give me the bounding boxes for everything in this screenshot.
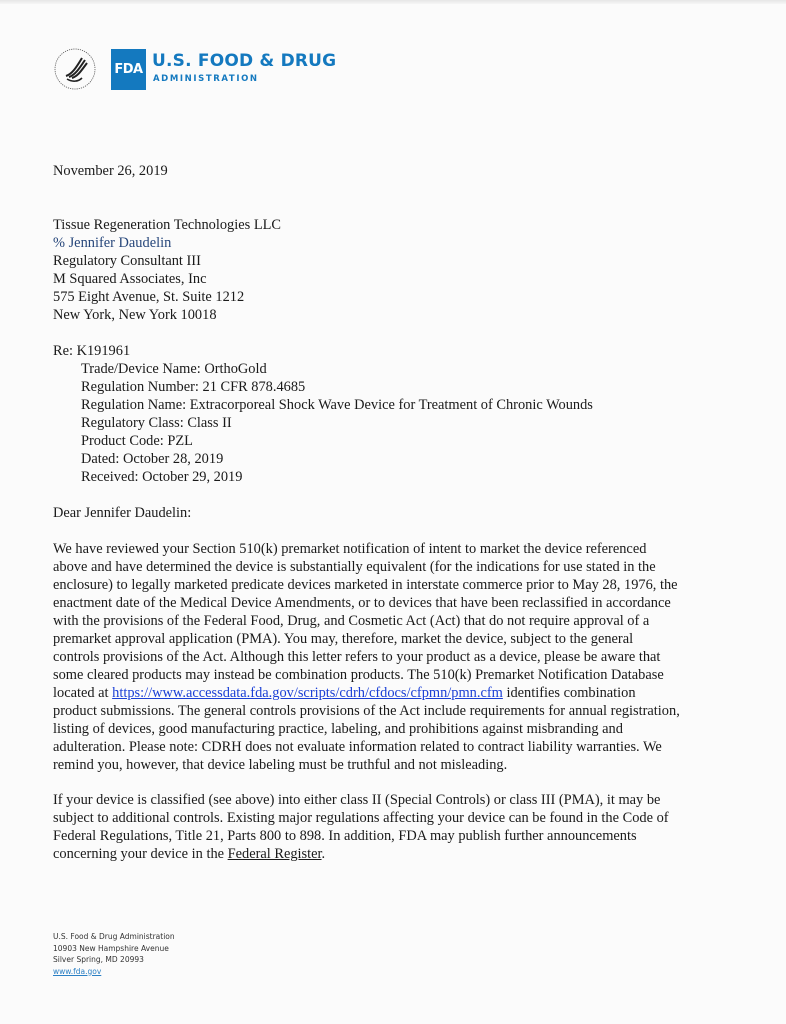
footer-city: Silver Spring, MD 20993 <box>53 955 144 964</box>
recipient-title: Regulatory Consultant III <box>53 253 201 269</box>
text-segment: . <box>321 846 326 862</box>
para-line <box>53 845 753 863</box>
para-line: Federal Regulations, Title 21, Parts 800 to 898. In addition, FDA may publish further announcements <box>53 828 637 844</box>
paragraph-2 <box>53 791 753 863</box>
para-line: controls provisions of the Act. Although this letter refers to your product as a device, please be aware that <box>53 649 661 665</box>
para-line: If your device is classified (see above) into either class II (Special Controls) or class III (PMA), it may be <box>53 792 661 808</box>
letter-date: November 26, 2019 <box>53 163 168 179</box>
footer-street: 10903 New Hampshire Avenue <box>53 943 169 953</box>
link-prefix: located at <box>53 685 113 701</box>
fda-logo-box: FDA <box>111 49 146 90</box>
recipient-company: Tissue Regeneration Technologies LLC <box>53 217 282 233</box>
recipient-address <box>53 216 281 324</box>
para-line: adulteration. Please note: CDRH does not evaluate information related to contract liability warranties. We <box>53 739 662 755</box>
re-block <box>53 342 593 486</box>
re-field: Regulatory Class: Class II <box>81 415 232 431</box>
federal-register-text: Federal Register <box>227 846 322 862</box>
top-edge-shade <box>0 0 786 4</box>
agency-subtitle: ADMINISTRATION <box>153 74 259 84</box>
footer-address <box>53 931 175 977</box>
para-line: above and have determined the device is substantially equivalent (for the indications for use stated in the <box>53 559 656 575</box>
para-line: listing of devices, good manufacturing practice, labeling, and prohibitions against misbranding and <box>53 721 623 737</box>
re-field: Dated: October 28, 2019 <box>81 451 224 467</box>
recipient-firm: M Squared Associates, Inc <box>53 271 207 287</box>
para-line: with the provisions of the Federal Food, Drug, and Cosmetic Act (Act) that do not require approval of a <box>53 613 650 629</box>
re-number: Re: K191961 <box>53 343 131 359</box>
footer-org: U.S. Food & Drug Administration <box>53 932 175 941</box>
para-line: remind you, however, that device labeling must be truthful and not misleading. <box>53 757 508 773</box>
re-field: Received: October 29, 2019 <box>81 469 243 485</box>
hhs-eagle-seal-icon <box>52 46 98 92</box>
para-line: product submissions. The general controls provisions of the Act include requirements for annual registration, <box>53 703 680 719</box>
text-segment: concerning your device in the <box>53 846 228 862</box>
recipient-care-of: % Jennifer Daudelin <box>53 235 172 251</box>
para-line: some cleared products may instead be combination products. The 510(k) Premarket Notification Database <box>53 667 664 683</box>
agency-name: U.S. FOOD & DRUG <box>152 51 337 71</box>
para-line: enactment date of the Medical Device Amendments, or to devices that have been reclassified in accordance <box>53 595 671 611</box>
re-field: Regulation Number: 21 CFR 878.4685 <box>81 379 306 395</box>
link-suffix: identifies combination <box>502 685 636 701</box>
recipient-street: 575 Eight Avenue, St. Suite 1212 <box>53 289 245 305</box>
re-field: Product Code: PZL <box>81 433 193 449</box>
fda-logo <box>52 46 337 92</box>
para-line: enclosure) to legally marketed predicate devices marketed in interstate commerce prior to May 28, 1976, the <box>53 577 678 593</box>
pmn-database-link[interactable]: https://www.accessdata.fda.gov/scripts/cdrh/cfdocs/cfpmn/pmn.cfm <box>112 685 503 701</box>
para-line: We have reviewed your Section 510(k) premarket notification of intent to market the device referenced <box>53 541 647 557</box>
para-line: premarket approval application (PMA). You may, therefore, market the device, subject to the general <box>53 631 634 647</box>
salutation: Dear Jennifer Daudelin: <box>53 505 192 521</box>
fda-website-link[interactable]: www.fda.gov <box>53 966 102 976</box>
para-line: subject to additional controls. Existing major regulations affecting your device can be found in the Code of <box>53 810 669 826</box>
para-line <box>53 684 753 702</box>
recipient-city: New York, New York 10018 <box>53 307 217 323</box>
re-field: Regulation Name: Extracorporeal Shock Wave Device for Treatment of Chronic Wounds <box>81 397 593 413</box>
paragraph-1 <box>53 540 753 774</box>
re-field: Trade/Device Name: OrthoGold <box>81 361 267 377</box>
